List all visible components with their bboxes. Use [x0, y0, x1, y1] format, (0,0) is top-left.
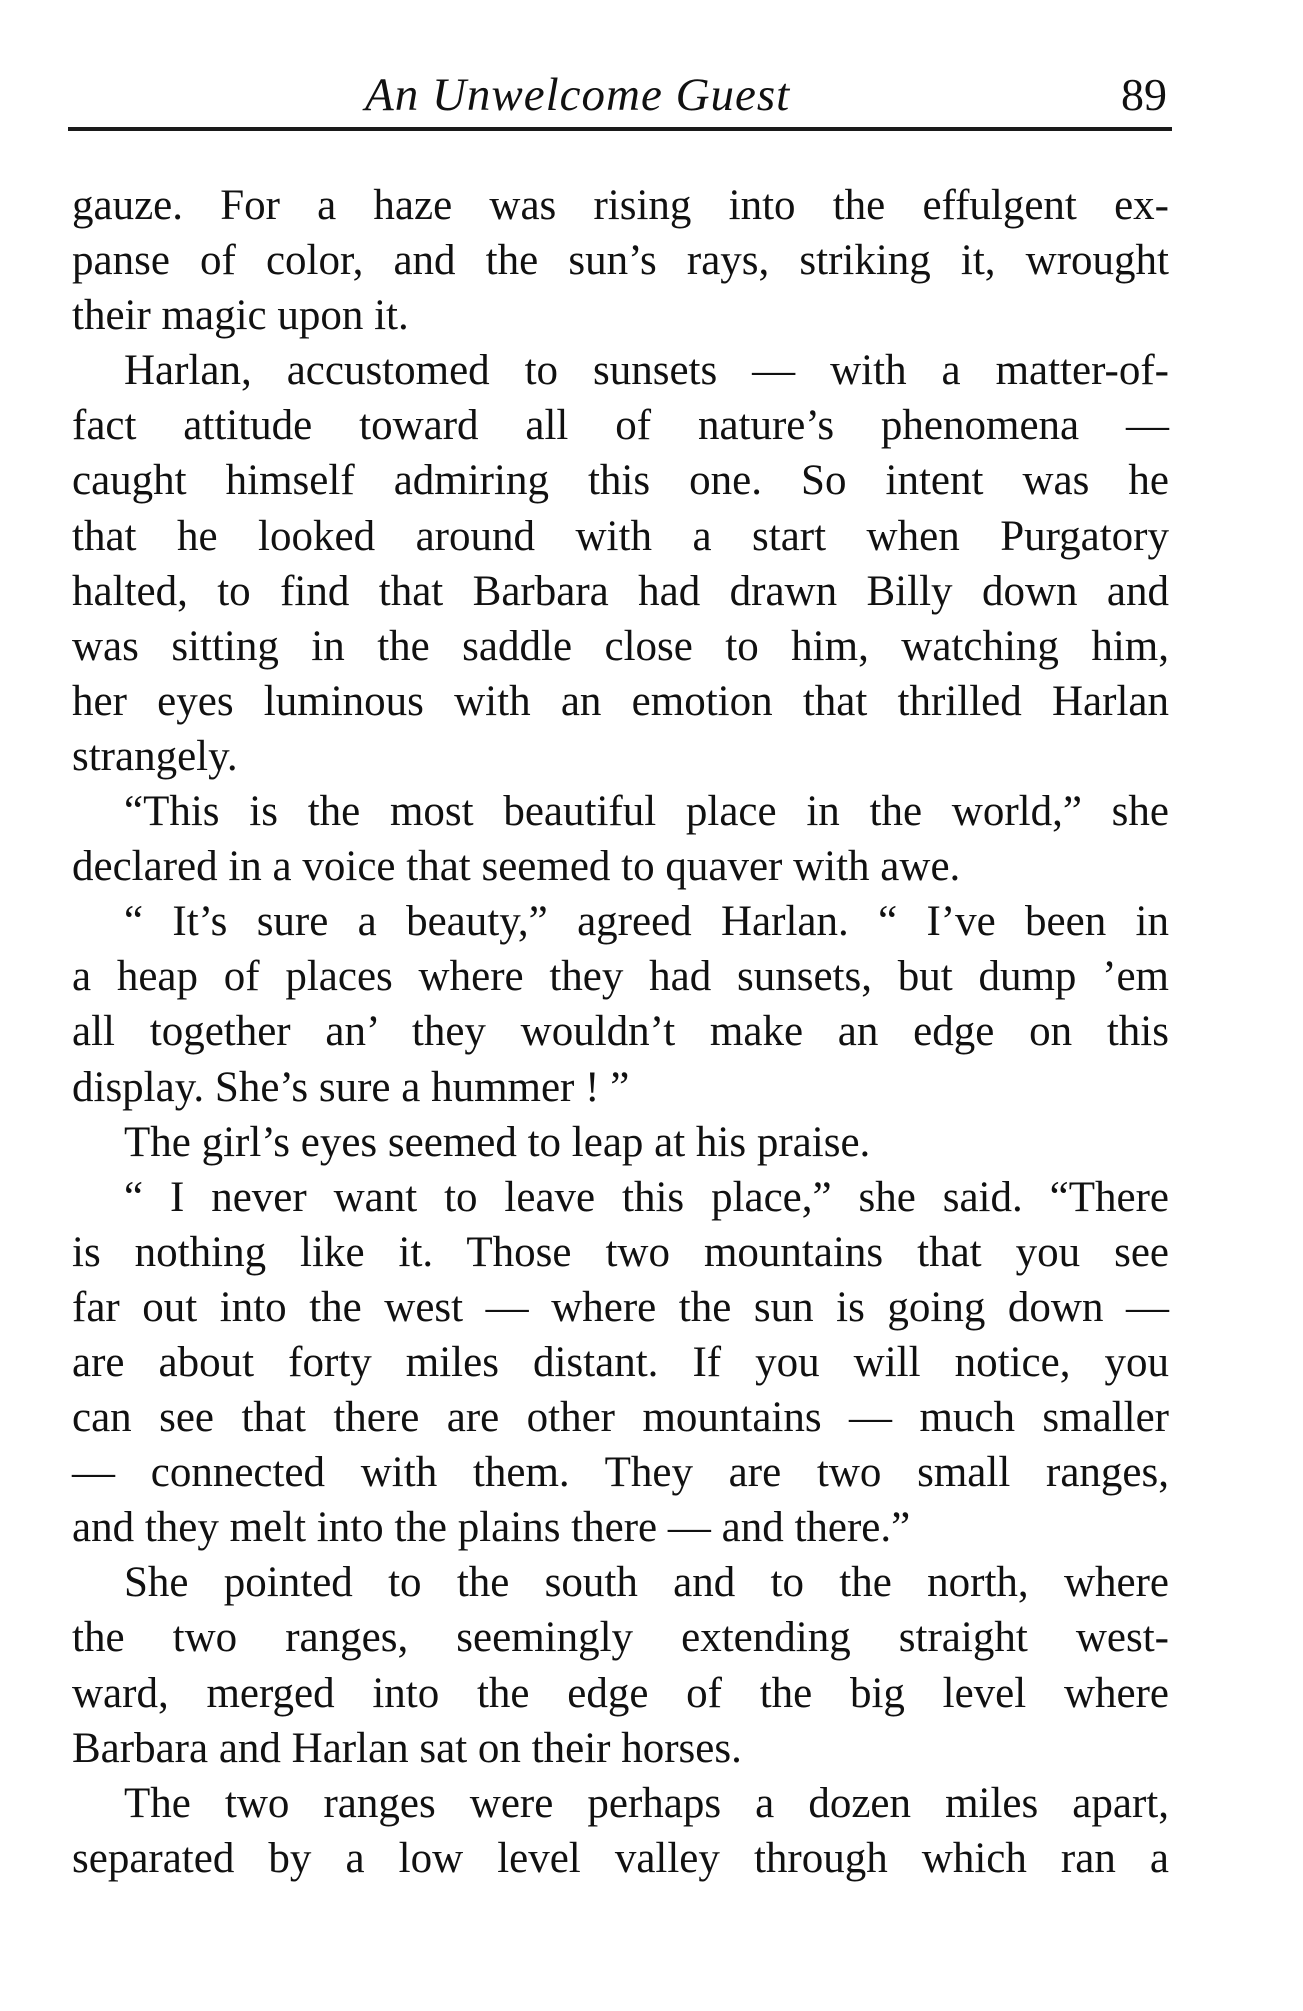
- text-line: declared in a voice that seemed to quaver with awe.: [72, 843, 961, 891]
- text-line: her eyes luminous with an emotion that thrilled Harlan: [72, 677, 1169, 725]
- text-line: She pointed to the south and to the north, where: [124, 1559, 1169, 1607]
- text-line: the two ranges, seemingly extending straight west-: [72, 1614, 1169, 1662]
- text-line: “ I never want to leave this place,” she said. “There: [124, 1173, 1169, 1221]
- text-line: and they melt into the plains there — and there.”: [72, 1504, 911, 1552]
- text-line: a heap of places where they had sunsets, but dump ’em: [72, 953, 1169, 1001]
- text-line: panse of color, and the sun’s rays, striking it, wrought: [72, 237, 1169, 285]
- text-line: caught himself admiring this one. So intent was he: [72, 457, 1169, 505]
- text-line: far out into the west — where the sun is going down —: [72, 1283, 1169, 1331]
- text-line: display. She’s sure a hummer ! ”: [72, 1063, 630, 1111]
- text-line: separated by a low level valley through which ran a: [72, 1834, 1169, 1882]
- text-line: gauze. For a haze was rising into the effulgent ex-: [72, 182, 1169, 229]
- text-line: “This is the most beautiful place in the world,” she: [124, 788, 1169, 836]
- text-line: The two ranges were perhaps a dozen miles apart,: [124, 1779, 1169, 1827]
- text-line: ward, merged into the edge of the big level where: [72, 1669, 1169, 1717]
- text-line: Harlan, accustomed to sunsets — with a matter-of-: [124, 347, 1169, 395]
- text-line: Barbara and Harlan sat on their horses.: [72, 1724, 742, 1772]
- text-line: halted, to find that Barbara had drawn Billy down and: [72, 567, 1169, 615]
- text-line: The girl’s eyes seemed to leap at his praise.: [124, 1118, 871, 1166]
- text-line: all together an’ they wouldn’t make an edge on this: [72, 1008, 1169, 1056]
- text-line: fact attitude toward all of nature’s phenomena —: [72, 402, 1169, 450]
- text-line: “ It’s sure a beauty,” agreed Harlan. “ I’ve been in: [124, 898, 1169, 946]
- text-line: are about forty miles distant. If you will notice, you: [72, 1338, 1169, 1386]
- text-line: — connected with them. They are two small ranges,: [72, 1449, 1169, 1497]
- text-line: was sitting in the saddle close to him, watching him,: [72, 622, 1169, 670]
- header-rule: [68, 127, 1172, 131]
- text-line: strangely.: [72, 732, 238, 780]
- text-line: is nothing like it. Those two mountains that you see: [72, 1228, 1169, 1276]
- text-line: can see that there are other mountains — much smaller: [72, 1394, 1169, 1442]
- text-line: their magic upon it.: [72, 292, 409, 340]
- page-number: 89: [1121, 69, 1167, 120]
- running-title: An Unwelcome Guest: [365, 69, 791, 121]
- body-text: [72, 178, 1169, 1886]
- running-header: [70, 60, 1170, 122]
- text-line: that he looked around with a start when Purgatory: [72, 512, 1169, 560]
